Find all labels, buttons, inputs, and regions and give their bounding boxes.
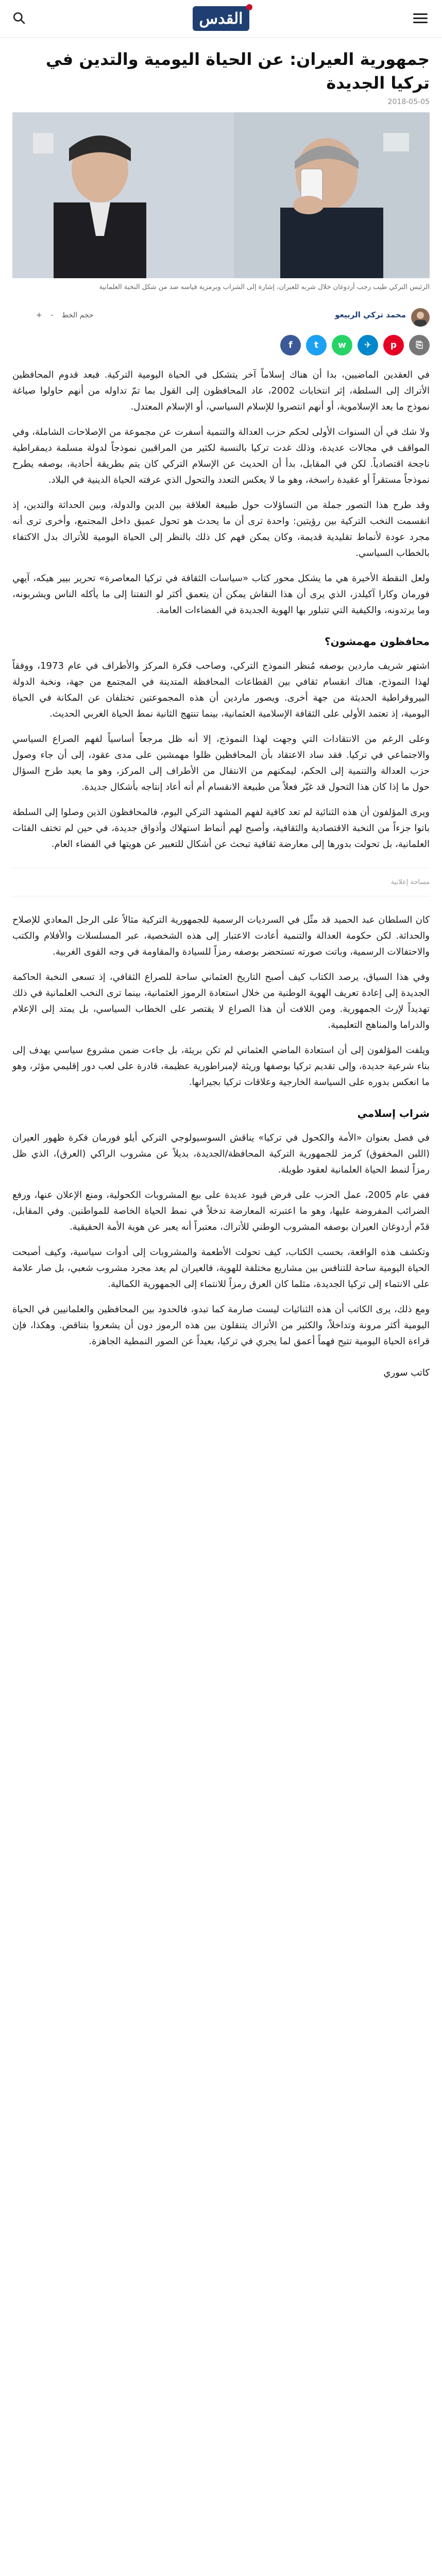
paragraph: ويرى المؤلفون أن هذه الثنائية لم تعد كافية لفهم المشهد التركي اليوم، فالمحافظون الذين وصلوا إلى السلطة باتوا جزءاً من النخبة الاقتصادية والثقافية، وأصبح لهم أنماط استهلاك وأذواق جديدة، في حين لم تختف الفئات العلمانية، بل تحولت بدورها إلى معارضة ثقافية تبحث عن أشكال للتعبير عن هويتها في الفضاء العام. [12, 807, 430, 850]
article-date: 2018-05-05 [387, 98, 430, 106]
ad-label: مساحة إعلانية [390, 878, 430, 886]
paragraph: ولا شك في أن السنوات الأولى لحكم حزب العدالة والتنمية أسفرت عن مجموعة من الإصلاحات الشاملة، وفي المواقف في مجالات عديدة، وذلك غدت تركيا بالنسبة لكثير من المراقبين نموذجاً لدولة مسلمة ديمقراطية ناجحة اقتصادياً. لكن في المقابل، بدأ أن الحديث عن الإسلام التركي كان يتم بطريقة أحادية، بوصفه يطرح نموذجاً مستقراً أو عقيدة راسخة، وهو ما لا يعكس التعدد والتحول الذي عرفته الحياة الدينية في البلاد. [12, 427, 430, 485]
paragraph: ويلفت المؤلفون إلى أن استعادة الماضي العثماني لم تكن بريئة، بل جاءت ضمن مشروع سياسي يهدف إلى بناء شرعية جديدة، وإلى تقديم تركيا بوصفها وريثة لإمبراطورية عظيمة، قادرة على لعب دور إقليمي مؤثر، وهو ما انعكس بدوره على السياسة الخارجية وعلاقات تركيا بجيرانها. [12, 1045, 430, 1088]
paragraph: وفي هذا السياق، يرصد الكتاب كيف أصبح التاريخ العثماني ساحة للصراع الثقافي، إذ تسعى النخبة الحاكمة الجديدة إلى إعادة تعريف الهوية الوطنية من خلال استعادة الرموز العثمانية، بينما ترى النخب العلمانية في ذلك تهديداً لإرث الجمهورية. ومن اللافت أن هذا الصراع لا يقتصر على الخطاب السياسي، بل يمتد إلى الإعلام والدراما والمناهج التعليمية. [12, 972, 430, 1030]
avatar-image [411, 308, 430, 327]
facebook-share-icon[interactable]: f [280, 335, 301, 355]
font-size-controls [33, 311, 97, 319]
paragraph: في العقدين الماضيين، بدا أن هناك إسلاماً آخر يتشكل في الحياة اليومية التركية. فبعد قدوم المحافظين الأتراك إلى السلطة، إثر انتخابات 2002، عاد المحافظون إلى القول بما تمّ تداوله من أنهم حاولوا صياغة نموذج ما بعد الإسلاموية، أو أنهم انتصروا للإسلام السياسي، أو الإسلام المعتدل. [12, 369, 430, 412]
paragraph: ففي عام 2005، عمل الحزب على فرض قيود عديدة على بيع المشروبات الكحولية، ومنع الإعلان عنها، ورفع الضرائب المفروضة عليها، وهو ما اعتبرته المعارضة تدخلاً في نمط الحياة الخاصة للمواطنين. وفي المقابل، قدّم أردوغان العيران بوصفه المشروب الوطني للأتراك، معتبراً أنه يعبر عن هوية الأمة الحقيقية. [12, 1190, 430, 1232]
paragraph: ولعل النقطة الأخيرة هي ما يشكل محور كتاب «سياسات الثقافة في تركيا المعاصرة» تحرير بيير هيكه، آيهي فورمان وكارا آكيلدز، الذي يرى أن هذا النقاش يمكن أن يتعمق أكثر لو التفتنا إلى ما يأكله الناس ويشربونه، وما يرتدونه، والكيفية التي تتبلور بها الهوية الجديدة في الفضاءات العامة. [12, 573, 430, 616]
subheading: شراب إسلامي [357, 1107, 430, 1120]
ad-slot [12, 868, 430, 896]
subheading: محافظون مهمشون؟ [324, 635, 430, 648]
whatsapp-share-icon[interactable]: w [332, 335, 352, 355]
paragraph: ومع ذلك، يرى الكاتب أن هذه الثنائيات ليست صارمة كما تبدو، فالحدود بين المحافظين والعلمانيين في الحياة اليومية أكثر مرونة وتداخلاً، والكثير من الأتراك يتنقلون بين هذه الرموز دون أن يشعروا بتناقض. وهكذا، فإن قراءة الحياة اليومية تتيح فهماً أعمق لما يجري في تركيا، بعيداً عن الصور النمطية الجاهزة. [12, 1304, 430, 1347]
font-decrease-button[interactable]: - [50, 311, 54, 319]
top-bar [0, 0, 442, 38]
paragraph: كان السلطان عبد الحميد قد مثّل في السرديات الرسمية للجمهورية التركية مثالاً على الرجل المعادي للإصلاح والحداثة. لكن حكومة العدالة والتنمية أعادت الاعتبار إلى هذه الشخصية، عبر المسلسلات والأفلام والكتب والاحتفالات الرسمية، وباتت صورته تستحضر بوصفه رمزاً للسيادة والمقاومة في وجه القوى الغربية. [12, 914, 430, 957]
hamburger-menu-icon[interactable] [413, 13, 428, 24]
image-caption: الرئيس التركي طيب رجب أردوغان خلال شربه للعيران، إشارة إلى الشراب وبرمزية قياسه ضد من شكل النخبة العلمانية [99, 283, 430, 291]
copy-link-icon[interactable]: ⎘ [409, 335, 430, 355]
search-icon[interactable] [12, 11, 26, 25]
paragraph: وتكشف هذه الواقعة، بحسب الكتاب، كيف تحولت الأطعمة والمشروبات إلى أدوات سياسية، وكيف أصبحت الحياة اليومية ساحة للتنافس بين مشاريع مختلفة للهوية، فالعيران لم يعد مجرد مشروب شعبي، بل صار علامة على الانتماء إلى تركيا الجديدة، مثلما كان العرق رمزاً للانتماء إلى الجمهورية الكمالية. [12, 1247, 430, 1290]
site-logo[interactable] [193, 6, 249, 31]
font-increase-button[interactable]: + [36, 311, 42, 319]
article-hero-image [12, 112, 430, 278]
paragraph: في فصل بعنوان «الأمة والكحول في تركيا» يناقش السوسيولوجي التركي أيلو فورمان فكرة ظهور العيران (اللبن المخفوق) كرمز للجمهورية التركية المحافظة/الجديدة، بديلاً عن مشروب الراكي (العرق)، الذي ظل رمزاً لنمط الحياة العلمانية لعقود طويلة. [12, 1132, 430, 1175]
twitter-share-icon[interactable]: t [306, 335, 327, 355]
font-size-label: حجم الخط [61, 311, 94, 319]
article-title: جمهورية العيران: عن الحياة اليومية والتدين في تركيا الجديدة [45, 49, 430, 93]
author-signature: كاتب سوري [383, 1367, 430, 1378]
hero-photo [12, 112, 430, 278]
pinterest-share-icon[interactable]: p [383, 335, 404, 355]
paragraph: اشتهر شريف ماردين بوصفه مُنظر النموذج التركي، وصاحب فكرة المركز والأطراف في عام 1973، ووفقاً لهذا النموذج، هناك انقسام ثقافي بين القطاعات المحافظة المتدينة في المجتمع من جهة، ونخبة الدولة البيروقراطية الحديثة من جهة أخرى. ويصور ماردين أن هذه المجموعتين تختلفان عن المكانة في الحياة اليومية، إذ تعتمد الأولى على الثقافة الإسلامية العثمانية، بينما تنتهج الثانية نمط الحياة الغربي الحديث. [12, 660, 430, 719]
share-buttons [280, 335, 430, 355]
logo-text: القدس [199, 9, 243, 28]
author-bar [12, 305, 430, 330]
telegram-share-icon[interactable]: ✈ [358, 335, 378, 355]
article-body [12, 367, 430, 1381]
logo-dot [246, 4, 252, 10]
paragraph: وعلى الرغم من الانتقادات التي وجهت لهذا النموذج، إلا أنه ظل مرجعاً أساسياً لفهم الصراع السياسي والاجتماعي في تركيا. فقد ساد الاعتقاد بأن المحافظين ظلوا مهمشين على مدى عقود، إلى أن جاء وصول حزب العدالة والتنمية إلى الحكم، ليمكنهم من الانتقال من الأطراف إلى المركز، وهو ما يعيد طرح السؤال حول ما إذا كان هذا التحول قد غيّر فعلاً من طبيعة الانقسام أم أنه أعاد إنتاجه بأشكال جديدة. [12, 734, 430, 792]
paragraph: وقد طرح هذا التصور جملة من التساؤلات حول طبيعة العلاقة بين الدين والدولة، وبين الحداثة والتدين، إذ انقسمت النخب التركية بين رؤيتين: واحدة ترى أن ما يحدث هو تحول عميق داخل المجتمع، وأخرى ترى أنه مجرد عودة لأنماط تقليدية قديمة، وكان يمكن فهم كل ذلك بالنظر إلى الحياة اليومية للأتراك بدل الاكتفاء بالخطاب السياسي. [12, 500, 430, 558]
author-avatar[interactable] [411, 308, 430, 327]
author-name[interactable]: محمد تركي الربيعو [335, 310, 406, 319]
